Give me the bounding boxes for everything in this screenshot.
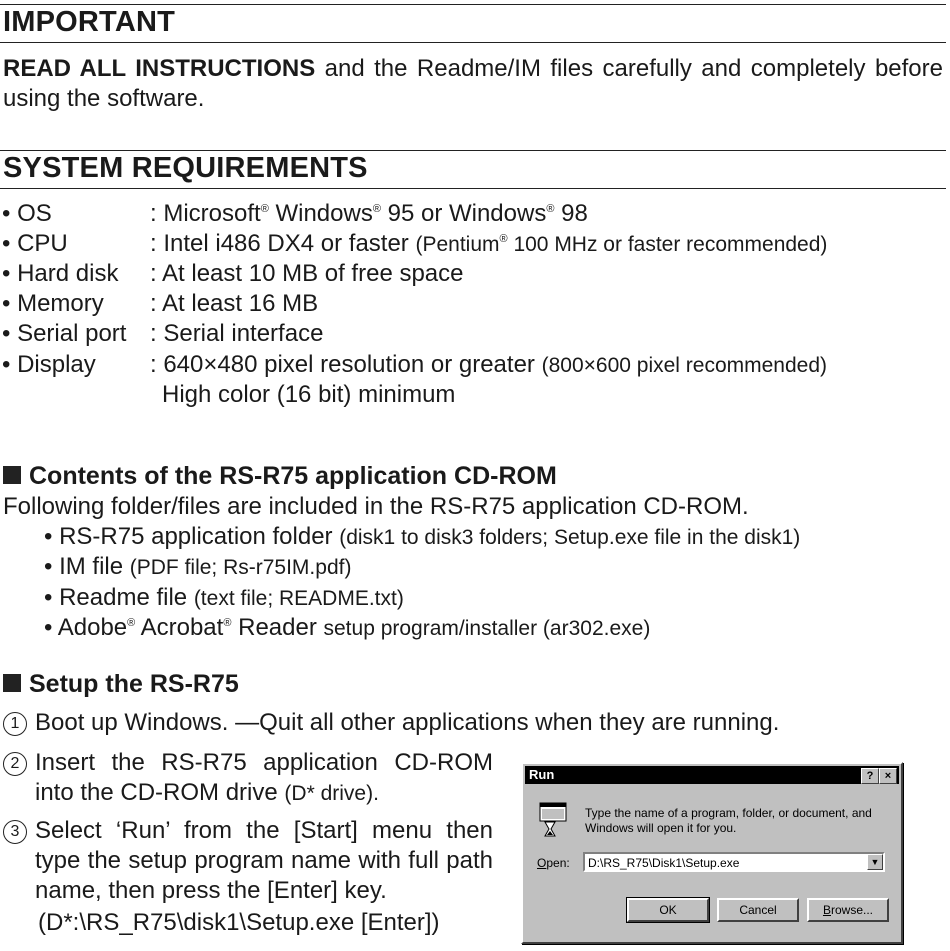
important-text bbox=[3, 54, 943, 114]
contents-item-im: • IM file (PDF file; Rs-r75IM.pdf) bbox=[44, 553, 352, 580]
requirements-heading: SYSTEM REQUIREMENTS bbox=[3, 152, 368, 184]
run-dialog-message: Type the name of a program, folder, or document, and Windows will open it for you. bbox=[585, 806, 872, 835]
contents-item-readme: • Readme file (text file; README.txt) bbox=[44, 584, 404, 611]
contents-item-acrobat: • Adobe® Acrobat® Reader setup program/installer (ar302.exe) bbox=[44, 614, 651, 641]
run-program-icon bbox=[537, 802, 569, 838]
dropdown-arrow-icon[interactable]: ▼ bbox=[867, 854, 883, 870]
ok-button[interactable]: OK bbox=[627, 898, 709, 922]
step-number-2: 2 bbox=[3, 752, 27, 776]
square-bullet-icon bbox=[3, 466, 21, 484]
req-display-extra: High color (16 bit) minimum bbox=[162, 381, 456, 408]
cancel-button[interactable]: Cancel bbox=[717, 898, 799, 922]
contents-item-folder: • RS-R75 application folder (disk1 to disk3 folders; Setup.exe file in the disk1) bbox=[44, 523, 801, 550]
requirements-top-rule bbox=[0, 150, 946, 151]
open-label: Open: bbox=[537, 856, 570, 870]
step-number-1: 1 bbox=[3, 712, 27, 736]
contents-heading: Contents of the RS-R75 application CD-ROM bbox=[3, 462, 557, 491]
browse-button[interactable]: Browse... bbox=[807, 898, 889, 922]
step-number-3: 3 bbox=[3, 820, 27, 844]
open-input-value: D:\RS_R75\Disk1\Setup.exe bbox=[588, 856, 740, 870]
important-rest: and the Readme/IM files carefully and completely before using the software. bbox=[3, 55, 943, 112]
important-rule bbox=[0, 42, 946, 43]
step-3-command: (D*:\RS_R75\disk1\Setup.exe [Enter]) bbox=[38, 909, 440, 936]
important-heading: IMPORTANT bbox=[3, 6, 176, 38]
important-lead: READ ALL INSTRUCTIONS bbox=[3, 55, 316, 82]
close-button[interactable]: × bbox=[879, 768, 897, 784]
step-1: 1 Boot up Windows. —Quit all other applications when they are running. bbox=[3, 708, 779, 738]
requirements-rule bbox=[0, 188, 946, 189]
setup-heading: Setup the RS-R75 bbox=[3, 670, 239, 699]
run-dialog-title: Run bbox=[529, 767, 555, 782]
top-rule bbox=[0, 4, 946, 5]
run-dialog-titlebar bbox=[525, 766, 899, 784]
contents-intro: Following folder/files are included in the RS-R75 application CD-ROM. bbox=[3, 493, 749, 520]
run-dialog bbox=[521, 762, 903, 944]
open-input[interactable] bbox=[583, 852, 885, 872]
square-bullet-icon bbox=[3, 674, 21, 692]
help-button[interactable]: ? bbox=[861, 768, 879, 784]
